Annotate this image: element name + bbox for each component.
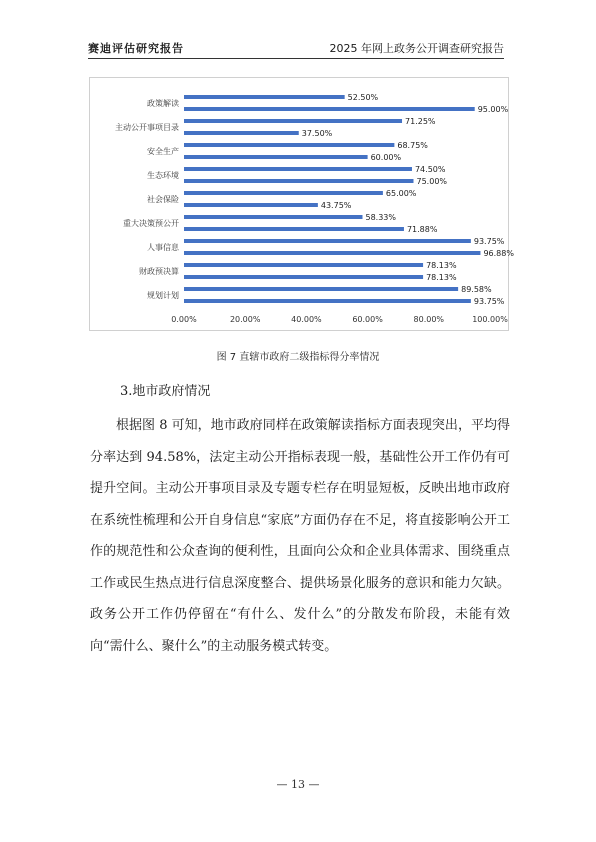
chart-category-label: 规划计划 <box>147 291 179 300</box>
chart-data-label: 71.25% <box>405 117 436 126</box>
chart-data-label: 52.50% <box>347 93 379 102</box>
header-report-series: 赛迪评估研究报告 <box>88 42 184 55</box>
chart-bar <box>184 143 394 147</box>
chart-bar <box>184 131 299 135</box>
chart-x-tick-label: 40.00% <box>291 315 322 324</box>
chart-category-label: 社会保险 <box>147 195 179 204</box>
chart-x-tick-label: 100.00% <box>472 315 508 324</box>
chart-data-label: 37.50% <box>301 129 333 138</box>
chart-bar <box>184 227 404 231</box>
chart-category-label: 生态环境 <box>147 171 179 180</box>
chart-bar <box>184 203 318 207</box>
chart-category-label: 安全生产 <box>147 147 179 156</box>
page-header <box>88 36 504 59</box>
chart-category-label: 重大决策预公开 <box>123 219 179 228</box>
chart-bar <box>184 239 471 243</box>
chart-bar <box>184 119 402 123</box>
chart-category-label: 主动公开事项目录 <box>115 123 179 132</box>
chart-data-label: 96.88% <box>483 249 514 258</box>
chart-category-label: 人事信息 <box>147 243 179 252</box>
section-title: 3.地市政府情况 <box>120 384 211 399</box>
chart-bar <box>184 275 423 279</box>
chart-bar <box>184 263 423 267</box>
chart-data-label: 93.75% <box>473 237 505 246</box>
chart-category-label: 政策解读 <box>147 99 179 108</box>
chart-data-label: 68.75% <box>397 141 428 150</box>
chart-data-label: 93.75% <box>473 297 505 306</box>
chart-data-label: 65.00% <box>385 189 417 198</box>
chart-data-label: 89.58% <box>461 285 492 294</box>
chart-data-label: 74.50% <box>414 165 446 174</box>
chart-data-label: 78.13% <box>426 273 457 282</box>
chart-bar <box>184 299 471 303</box>
chart-bar <box>184 251 480 255</box>
chart-x-tick-label: 60.00% <box>352 315 383 324</box>
chart-x-tick-label: 20.00% <box>229 315 261 324</box>
bar-chart <box>89 77 514 331</box>
chart-bar <box>184 167 412 171</box>
chart-bar <box>184 155 368 159</box>
chart-data-label: 58.33% <box>365 213 397 222</box>
chart-bar <box>184 179 414 183</box>
chart-bar <box>184 95 345 99</box>
chart-bar <box>184 215 362 219</box>
chart-data-label: 78.13% <box>426 261 457 270</box>
bar-chart-svg <box>90 78 514 330</box>
chart-x-tick-label: 0.00% <box>171 315 197 324</box>
chart-bar <box>184 287 458 291</box>
chart-data-label: 75.00% <box>416 177 448 186</box>
chart-bar <box>184 191 383 195</box>
figure-caption: 图 7 直辖市政府二级指标得分率情况 <box>216 352 380 363</box>
page-number: — 13 — <box>276 778 320 791</box>
chart-bar <box>184 107 475 111</box>
chart-x-tick-label: 80.00% <box>413 315 445 324</box>
chart-data-label: 95.00% <box>477 105 509 114</box>
header-report-title: 2025 年网上政务公开调查研究报告 <box>329 42 504 55</box>
chart-data-label: 71.88% <box>406 225 438 234</box>
chart-data-label: 43.75% <box>320 201 352 210</box>
body-paragraph: 根据图 8 可知，地市政府同样在政策解读指标方面表现突出，平均得分率达到 94.58%，法定主动公开指标表现一般，基础性公开工作仍有可提升空间。主动公开事项目录及专题专栏存在明显短板，反映出地市政府在系统性梳理和公开自身信息“家底”方面仍存在不足，将直接影响公开工作的规范性和公众查询的便利性，且面向公众和企业具体需求、围绕重点工作或民生热点进行信息深度整合、提供场景化服务的意识和能力欠缺。政务公开工作仍停留在“有什么、发什么”的分散发布阶段，未能有效向“需什么、聚什么”的主动服务模式转变。 <box>90 418 510 654</box>
chart-category-label: 财政预决算 <box>139 267 179 276</box>
chart-data-label: 60.00% <box>370 153 402 162</box>
